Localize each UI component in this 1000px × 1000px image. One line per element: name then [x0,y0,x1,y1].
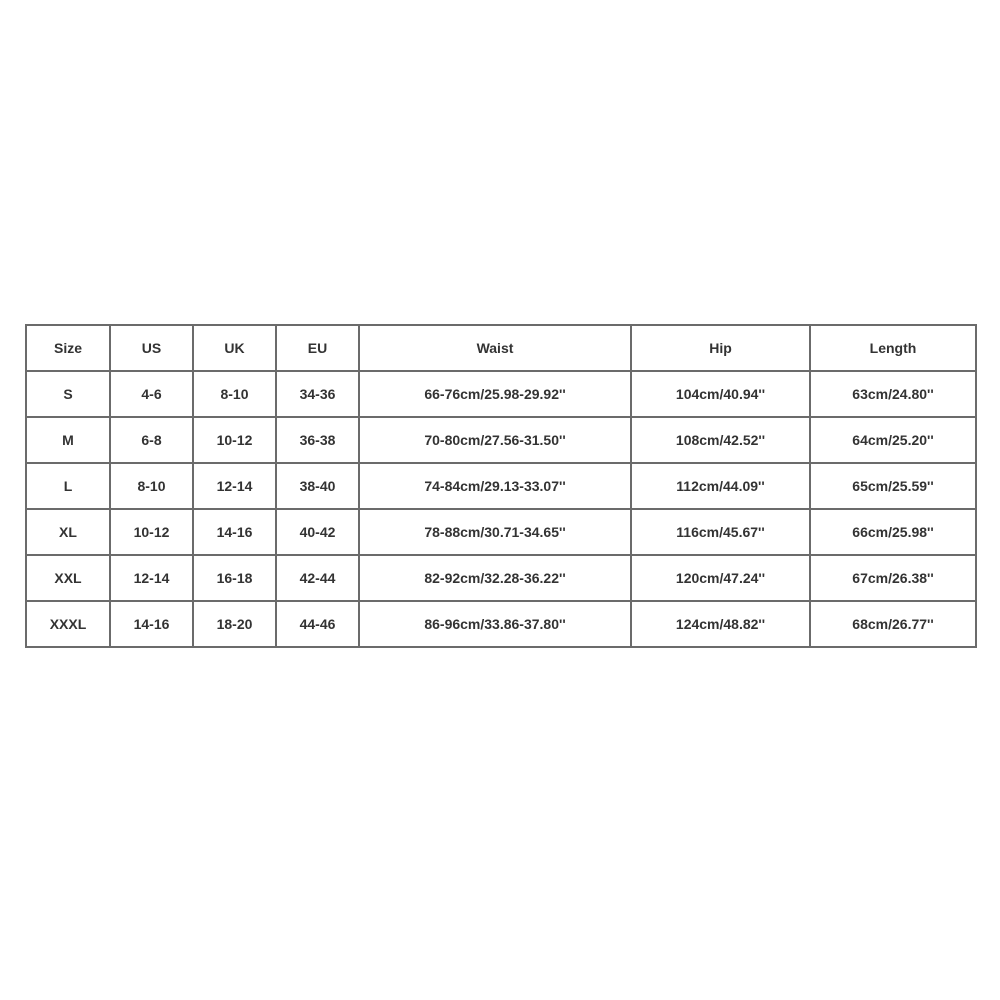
cell-eu: 36-38 [276,417,359,463]
table-row [26,555,976,601]
cell-eu: 44-46 [276,601,359,647]
cell-length: 67cm/26.38'' [810,555,976,601]
cell-uk: 14-16 [193,509,276,555]
header-size: Size [26,325,110,371]
table-row [26,371,976,417]
cell-us: 6-8 [110,417,193,463]
cell-waist: 82-92cm/32.28-36.22'' [359,555,631,601]
cell-uk: 18-20 [193,601,276,647]
header-uk: UK [193,325,276,371]
cell-uk: 12-14 [193,463,276,509]
cell-size: XXXL [26,601,110,647]
cell-us: 8-10 [110,463,193,509]
cell-waist: 74-84cm/29.13-33.07'' [359,463,631,509]
cell-length: 65cm/25.59'' [810,463,976,509]
cell-us: 12-14 [110,555,193,601]
cell-hip: 124cm/48.82'' [631,601,810,647]
cell-uk: 8-10 [193,371,276,417]
cell-uk: 16-18 [193,555,276,601]
table-row [26,417,976,463]
cell-length: 68cm/26.77'' [810,601,976,647]
table-row [26,463,976,509]
header-us: US [110,325,193,371]
cell-uk: 10-12 [193,417,276,463]
header-length: Length [810,325,976,371]
header-eu: EU [276,325,359,371]
cell-waist: 78-88cm/30.71-34.65'' [359,509,631,555]
cell-length: 64cm/25.20'' [810,417,976,463]
cell-length: 66cm/25.98'' [810,509,976,555]
table-row [26,509,976,555]
header-hip: Hip [631,325,810,371]
cell-us: 4-6 [110,371,193,417]
table-row [26,601,976,647]
cell-eu: 40-42 [276,509,359,555]
cell-eu: 34-36 [276,371,359,417]
cell-hip: 120cm/47.24'' [631,555,810,601]
cell-waist: 86-96cm/33.86-37.80'' [359,601,631,647]
header-waist: Waist [359,325,631,371]
cell-us: 14-16 [110,601,193,647]
cell-size: L [26,463,110,509]
cell-size: XL [26,509,110,555]
cell-hip: 112cm/44.09'' [631,463,810,509]
cell-eu: 42-44 [276,555,359,601]
size-chart-table [25,324,977,648]
cell-hip: 116cm/45.67'' [631,509,810,555]
cell-size: XXL [26,555,110,601]
cell-waist: 66-76cm/25.98-29.92'' [359,371,631,417]
header-row [26,325,976,371]
cell-hip: 104cm/40.94'' [631,371,810,417]
cell-eu: 38-40 [276,463,359,509]
cell-size: M [26,417,110,463]
cell-waist: 70-80cm/27.56-31.50'' [359,417,631,463]
cell-hip: 108cm/42.52'' [631,417,810,463]
cell-us: 10-12 [110,509,193,555]
cell-size: S [26,371,110,417]
cell-length: 63cm/24.80'' [810,371,976,417]
